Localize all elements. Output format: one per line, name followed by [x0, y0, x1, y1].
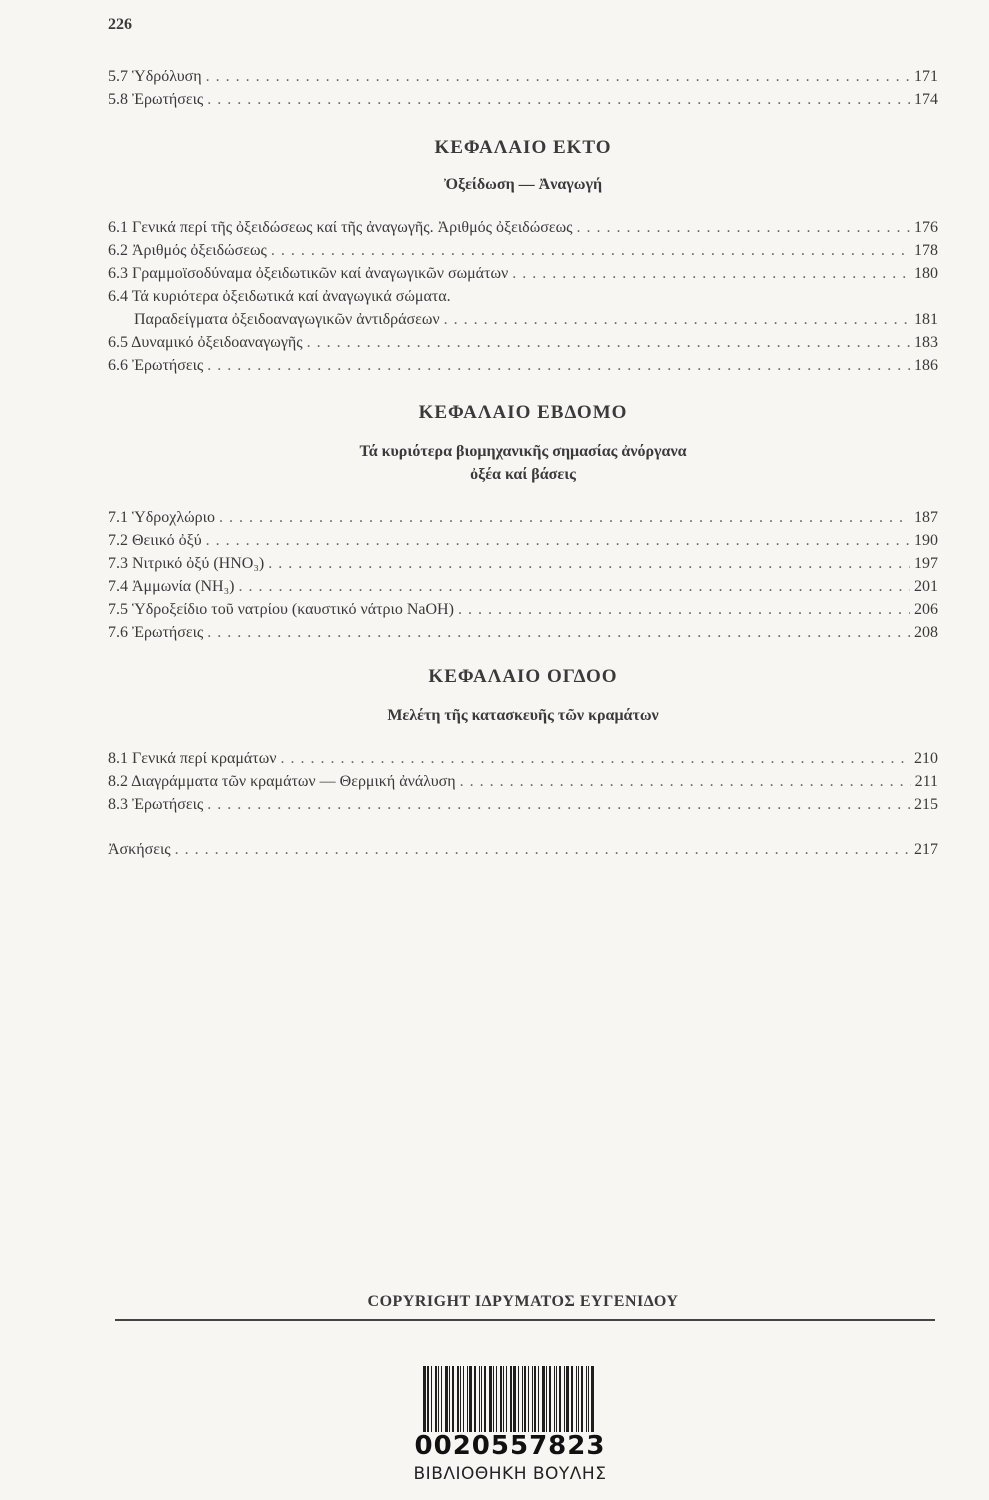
barcode-stripe: [479, 1366, 480, 1432]
barcode-stripe: [469, 1366, 472, 1432]
barcode-stripe: [460, 1366, 461, 1432]
toc-entry-label: Παραδείγματα ὀξειδοαναγωγικῶν ἀντιδράσεων: [134, 311, 440, 328]
toc-entry-label: 7.4 Ἀμμωνία (NH₃): [108, 578, 235, 595]
chapter-6-subtitle: Ὀξείδωση — Ἀναγωγή: [443, 176, 603, 193]
toc-entry: [108, 792, 938, 815]
barcode-stripe: [500, 1366, 502, 1432]
toc-entry-page: 176: [914, 219, 938, 236]
page-number: 226: [108, 16, 132, 33]
chapter-7-subtitle-line2: ὀξέα καί βάσεις: [470, 466, 576, 483]
toc-entry-page: 215: [914, 796, 938, 813]
toc-entry: [108, 353, 938, 376]
toc-entry: [108, 215, 938, 238]
toc-entry-label: 7.1 Ὑδροχλώριο: [108, 509, 215, 526]
toc-entry-label: 5.8 Ἐρωτήσεις: [108, 91, 204, 108]
barcode-stripe: [581, 1366, 583, 1432]
toc-entry-page: 190: [914, 532, 938, 549]
toc-entry-page: 178: [914, 242, 938, 259]
chapter-8-title: ΚΕΦΑΛΑΙΟ ΟΓΔΟΟ: [428, 666, 618, 687]
toc-entry: [108, 574, 938, 597]
barcode-stripe: [496, 1366, 497, 1432]
toc-entry-label: 7.5 Ὑδροξείδιο τοῦ νατρίου (καυστικό νάτριο NaOH): [108, 601, 454, 618]
barcode-stripe: [484, 1366, 486, 1432]
barcode-icon: [394, 1366, 626, 1432]
toc-entry: [108, 597, 938, 620]
toc-entry-label: Ἀσκήσεις: [108, 841, 171, 858]
barcode-stripe: [576, 1366, 577, 1432]
toc-entry: [108, 284, 938, 307]
toc-entry-page: 197: [914, 555, 938, 572]
barcode-stripe: [431, 1366, 432, 1432]
toc-entry-page: 217: [914, 841, 938, 858]
toc-entry-label: 7.6 Ἐρωτήσεις: [108, 624, 204, 641]
barcode-stripe: [510, 1366, 512, 1432]
toc-entry: [108, 620, 938, 643]
toc-chapter-6: [108, 215, 938, 376]
barcode-stripe: [549, 1366, 551, 1432]
toc-entry-page: 180: [914, 265, 938, 282]
chapter-6-title: ΚΕΦΑΛΑΙΟ ΕΚΤΟ: [434, 137, 612, 158]
toc-entry-label: 6.6 Ἐρωτήσεις: [108, 357, 204, 374]
barcode-stripe: [438, 1366, 439, 1432]
toc-entry: [108, 551, 938, 574]
barcode-stripe: [474, 1366, 476, 1432]
barcode-stripe: [591, 1366, 594, 1432]
barcode-stripe: [564, 1366, 565, 1432]
toc-entry-page: 187: [914, 509, 938, 526]
toc-entry-label: 8.3 Ἐρωτήσεις: [108, 796, 204, 813]
library-name: ΒΙΒΛΙΟΘΗΚΗ ΒΟΥΛΗΣ: [413, 1464, 607, 1484]
toc-entry: [108, 505, 938, 528]
barcode-stripe: [546, 1366, 547, 1432]
toc-entry: [108, 528, 938, 551]
toc-entry: [108, 238, 938, 261]
toc-entry-label: 7.2 Θειικό ὀξύ: [108, 532, 202, 549]
barcode-stripe: [522, 1366, 523, 1432]
barcode-stripe: [566, 1366, 569, 1432]
barcode-stripe: [441, 1366, 442, 1432]
toc-entry-label: 6.5 Δυναμικό ὀξειδοαναγωγῆς: [108, 334, 303, 351]
barcode-stripe: [528, 1366, 529, 1432]
toc-entry-label: 6.4 Τά κυριότερα ὀξειδωτικά καί ἀναγωγικά σώματα.: [108, 288, 451, 305]
toc-entry-page: 208: [914, 624, 938, 641]
barcode-stripe: [449, 1366, 450, 1432]
toc-chapter-7: [108, 505, 938, 643]
chapter-7-title: ΚΕΦΑΛΑΙΟ ΕΒΔΟΜΟ: [418, 402, 628, 423]
barcode-stripe: [586, 1366, 587, 1432]
barcode-stripe: [467, 1366, 468, 1432]
toc-exercises: [108, 837, 938, 860]
barcode-stripe: [559, 1366, 561, 1432]
toc-entry-page: 181: [914, 311, 938, 328]
barcode-stripe: [588, 1366, 589, 1432]
barcode-stripe: [554, 1366, 555, 1432]
chapter-8-subtitle: Μελέτη τῆς κατασκευῆς τῶν κραμάτων: [387, 707, 659, 724]
toc-entry-label: 6.2 Ἀριθμός ὀξειδώσεως: [108, 242, 267, 259]
barcode-stripe: [524, 1366, 526, 1432]
toc-entry: [108, 87, 938, 110]
toc-entry-page: 210: [914, 750, 938, 767]
copyright-notice: COPYRIGHT ΙΔΡΥΜΑΤΟΣ ΕΥΓΕΝΙΔΟΥ: [367, 1293, 679, 1310]
toc-entry-page: 211: [914, 773, 938, 790]
barcode-stripe: [457, 1366, 459, 1432]
barcode-number: 0020557823: [414, 1431, 606, 1461]
toc-entry-label: 6.3 Γραμμοϊσοδύναμα ὀξειδωτικῶν καί ἀναγωγικῶν σωμάτων: [108, 265, 509, 282]
toc-entry-page: 201: [914, 578, 938, 595]
toc-entry-label: 6.1 Γενικά περί τῆς ὀξειδώσεως καί τῆς ἀναγωγῆς. Ἀριθμός ὀξειδώσεως: [108, 219, 573, 236]
toc-entry-page: 186: [914, 357, 938, 374]
barcode-stripe: [435, 1366, 437, 1432]
toc-entry: [108, 746, 938, 769]
toc-entry: [108, 64, 938, 87]
barcode-stripe: [542, 1366, 545, 1432]
toc-entry-label: 5.7 Ὑδρόλυση: [108, 68, 202, 85]
footer-rule: [115, 1319, 935, 1321]
barcode-stripe: [534, 1366, 536, 1432]
toc-entry: [108, 330, 938, 353]
chapter-7-subtitle-line1: Τά κυριότερα βιομηχανικῆς σημασίας ἀνόργανα: [359, 443, 687, 460]
toc-entry: [108, 261, 938, 284]
barcode-stripe: [427, 1366, 429, 1432]
toc-entry-page: 171: [914, 68, 938, 85]
barcode-stripe: [445, 1366, 448, 1432]
toc-entry-label: 8.2 Διαγράμματα τῶν κραμάτων — Θερμική ἀνάλυση: [108, 773, 456, 790]
barcode-stripe: [503, 1366, 504, 1432]
barcode-stripe: [493, 1366, 494, 1432]
barcode-stripe: [532, 1366, 533, 1432]
barcode-stripe: [463, 1366, 464, 1432]
toc-entry: [108, 837, 938, 860]
barcode-stripe: [556, 1366, 557, 1432]
toc-chapter-8: [108, 746, 938, 815]
barcode-stripe: [513, 1366, 516, 1432]
toc-section-5: [108, 64, 938, 110]
toc-entry-label: 8.1 Γενικά περί κραμάτων: [108, 750, 277, 767]
barcode-stripe: [489, 1366, 492, 1432]
toc-entry-page: 183: [914, 334, 938, 351]
barcode-stripe: [452, 1366, 454, 1432]
barcode-stripe: [481, 1366, 482, 1432]
library-barcode-label: [394, 1366, 626, 1484]
barcode-stripe: [423, 1366, 426, 1432]
toc-entry: [108, 307, 938, 330]
barcode-stripe: [518, 1366, 519, 1432]
toc-entry-label: 7.3 Νιτρικό ὀξύ (HNO₃): [108, 555, 265, 572]
toc-entry-page: 174: [914, 91, 938, 108]
barcode-stripe: [578, 1366, 579, 1432]
toc-entry-page: 206: [914, 601, 938, 618]
barcode-stripe: [571, 1366, 573, 1432]
toc-entry: [108, 769, 938, 792]
barcode-stripe: [538, 1366, 539, 1432]
barcode-stripe: [506, 1366, 507, 1432]
